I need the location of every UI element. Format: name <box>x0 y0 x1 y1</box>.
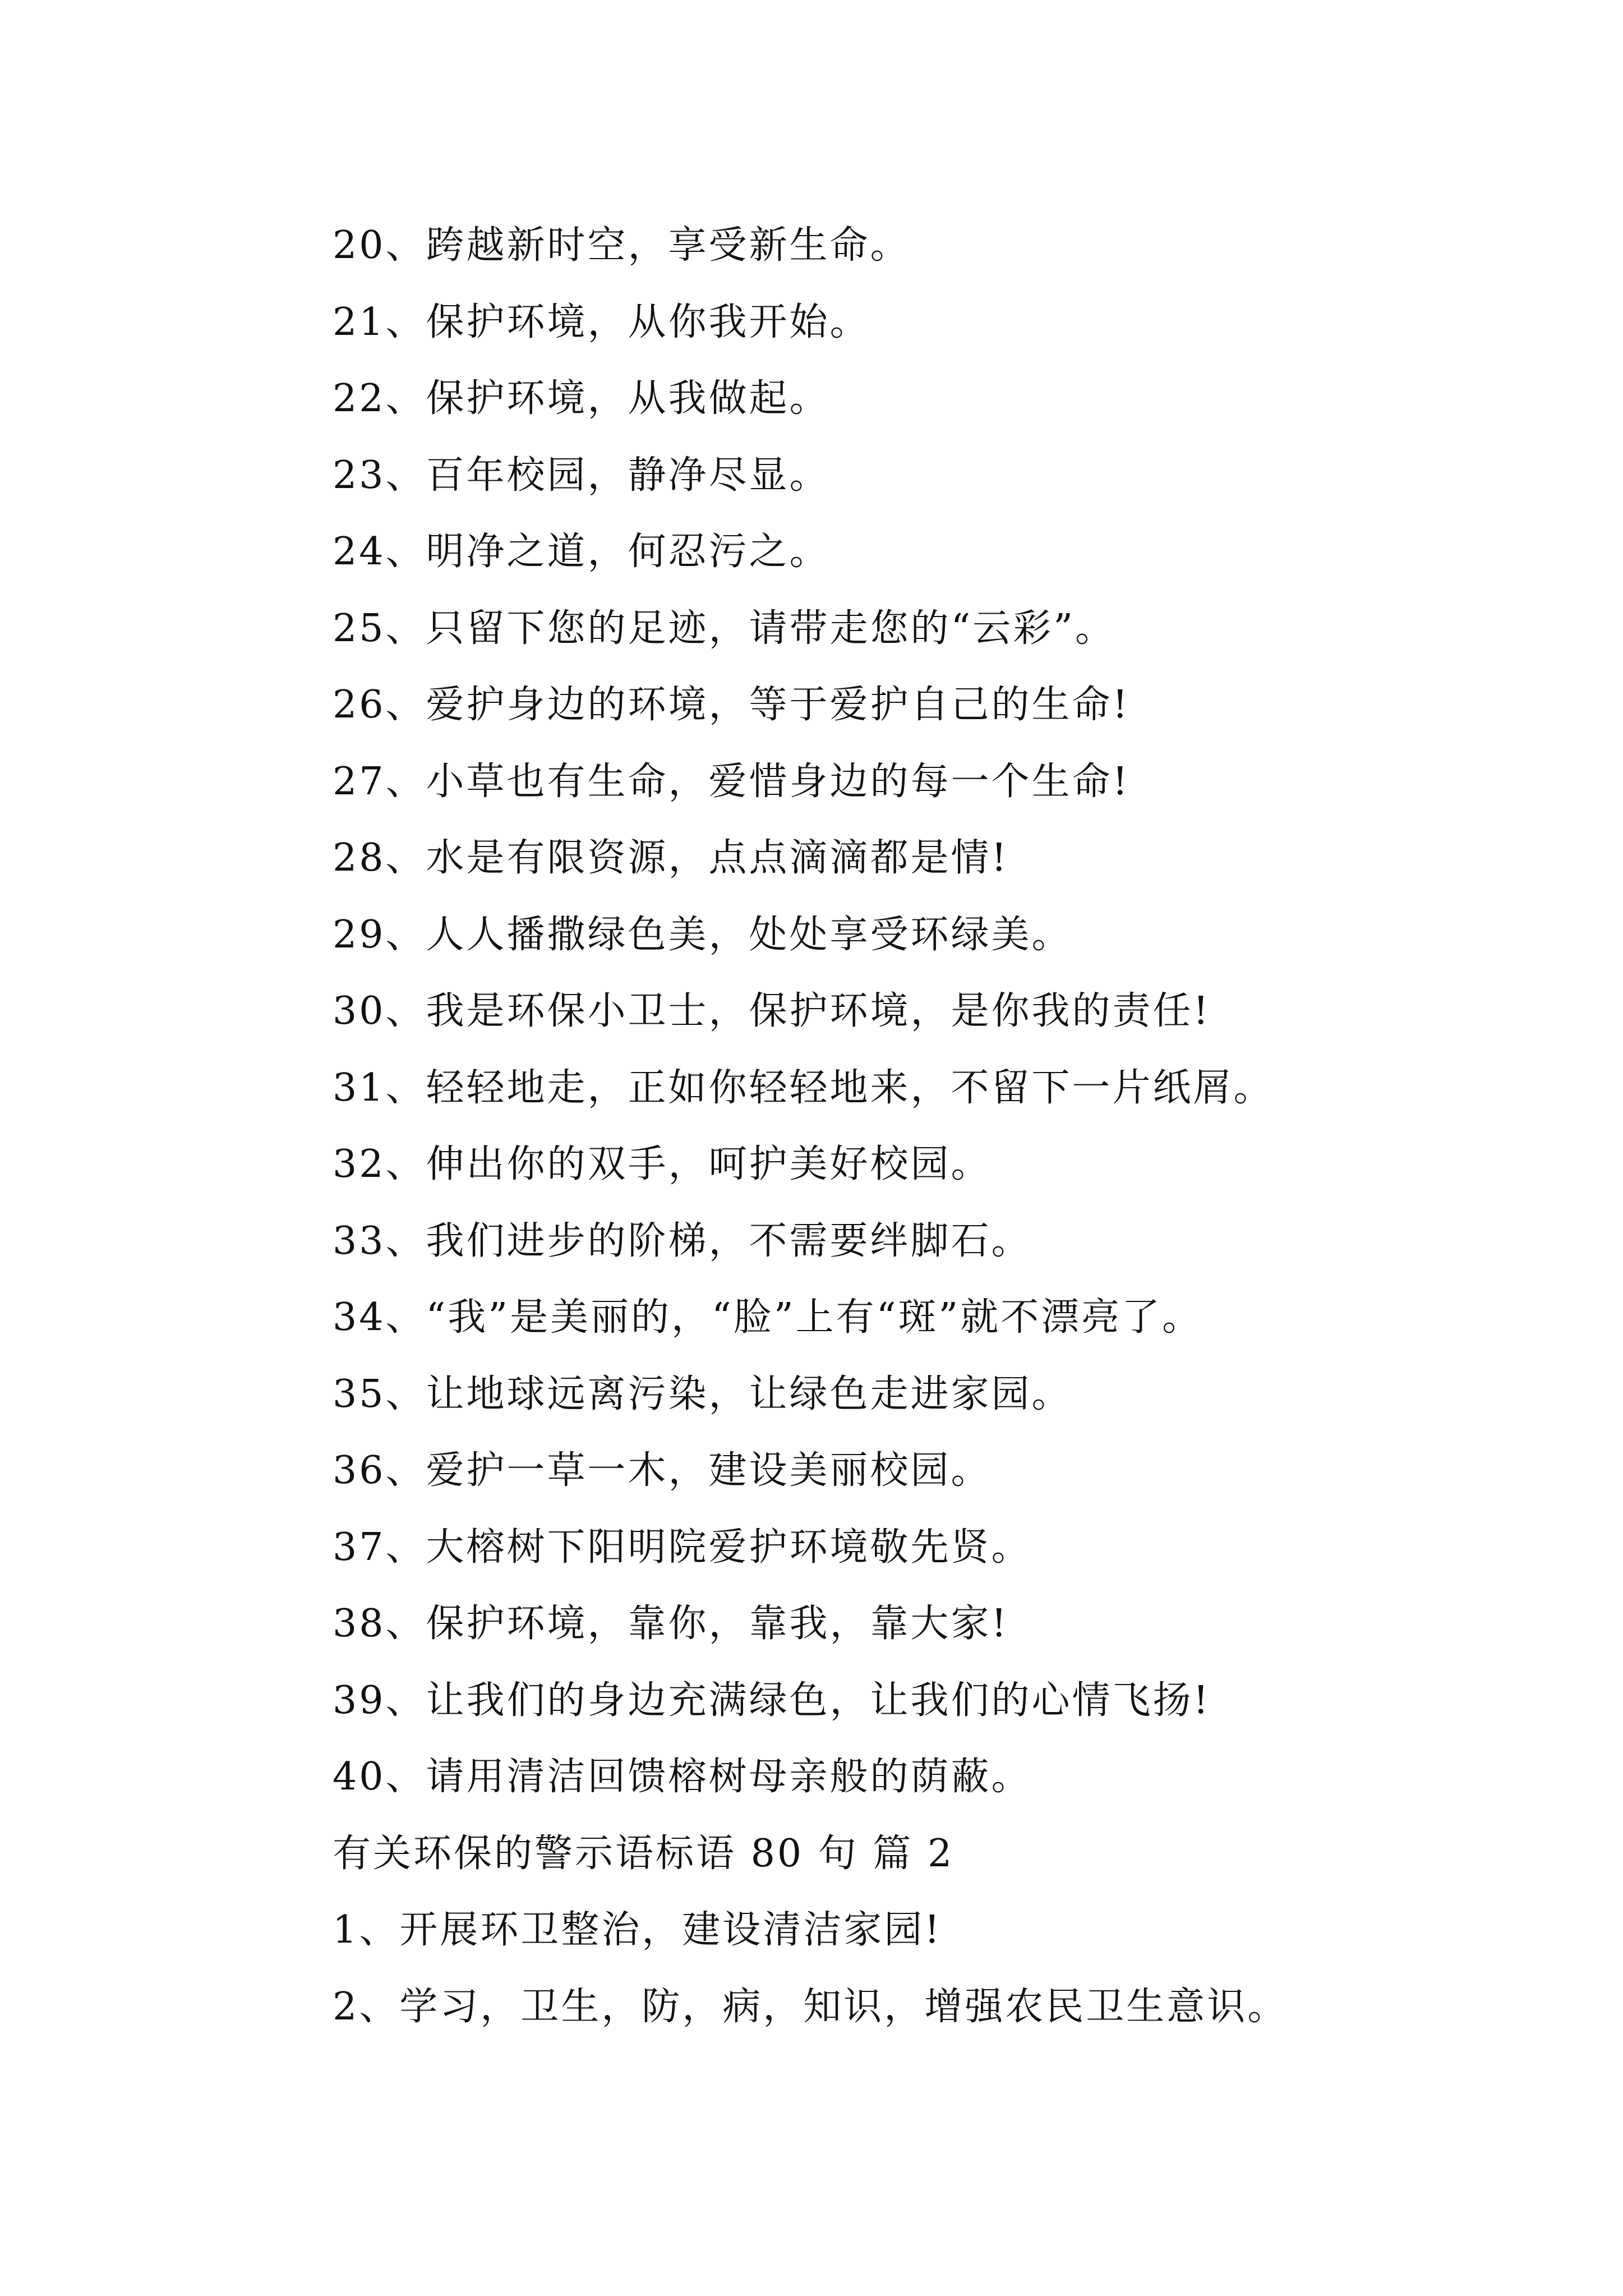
slogan-line: 37、大榕树下阳明院爱护环境敬先贤。 <box>333 1525 1032 1570</box>
slogan-line: 39、让我们的身边充满绿色，让我们的心情飞扬! <box>333 1678 1211 1723</box>
slogan-line: 36、爱护一草一木，建设美丽校园。 <box>333 1448 992 1493</box>
slogan-line: 23、百年校园，静净尽显。 <box>333 453 830 498</box>
slogan-line: 22、保护环境，从我做起。 <box>333 376 830 421</box>
slogan-line: 35、让地球远离污染，让绿色走进家园。 <box>333 1372 1072 1416</box>
slogan-line: 1、开展环卫整治，建设清洁家园! <box>333 1908 942 1952</box>
slogan-line: 30、我是环保小卫士，保护环境，是你我的责任! <box>333 989 1211 1033</box>
slogan-line: 40、请用清洁回馈榕树母亲般的荫蔽。 <box>333 1755 1032 1799</box>
slogan-line: 2、学习，卫生，防，病，知识，增强农民卫生意识。 <box>333 1984 1288 2029</box>
slogan-line: 38、保护环境，靠你，靠我，靠大家! <box>333 1602 1009 1646</box>
slogan-line: 25、只留下您的足迹，请带走您的“云彩”。 <box>333 606 1116 651</box>
slogan-line: 20、跨越新时空，享受新生命。 <box>333 223 911 268</box>
slogan-line: 32、伸出你的双手，呵护美好校园。 <box>333 1142 992 1186</box>
slogan-line: 26、爱护身边的环境，等于爱护自己的生命! <box>333 683 1130 727</box>
slogan-line: 28、水是有限资源，点点滴滴都是情! <box>333 836 1009 880</box>
document-body <box>333 208 1454 2045</box>
slogan-line: 29、人人播撒绿色美，处处享受环绿美。 <box>333 912 1072 957</box>
slogan-line: 31、轻轻地走，正如你轻轻地来，不留下一片纸屑。 <box>333 1065 1274 1110</box>
slogan-line: 27、小草也有生命，爱惜身边的每一个生命! <box>333 759 1130 804</box>
slogan-line: 34、“我”是美丽的，“脸”上有“斑”就不漂亮了。 <box>333 1295 1203 1340</box>
slogan-line: 24、明净之道，何忍污之。 <box>333 530 830 574</box>
slogan-line: 33、我们进步的阶梯，不需要绊脚石。 <box>333 1218 1032 1263</box>
slogan-line: 21、保护环境，从你我开始。 <box>333 300 870 344</box>
section-heading: 有关环保的警示语标语 80 句 篇 2 <box>333 1831 955 1876</box>
